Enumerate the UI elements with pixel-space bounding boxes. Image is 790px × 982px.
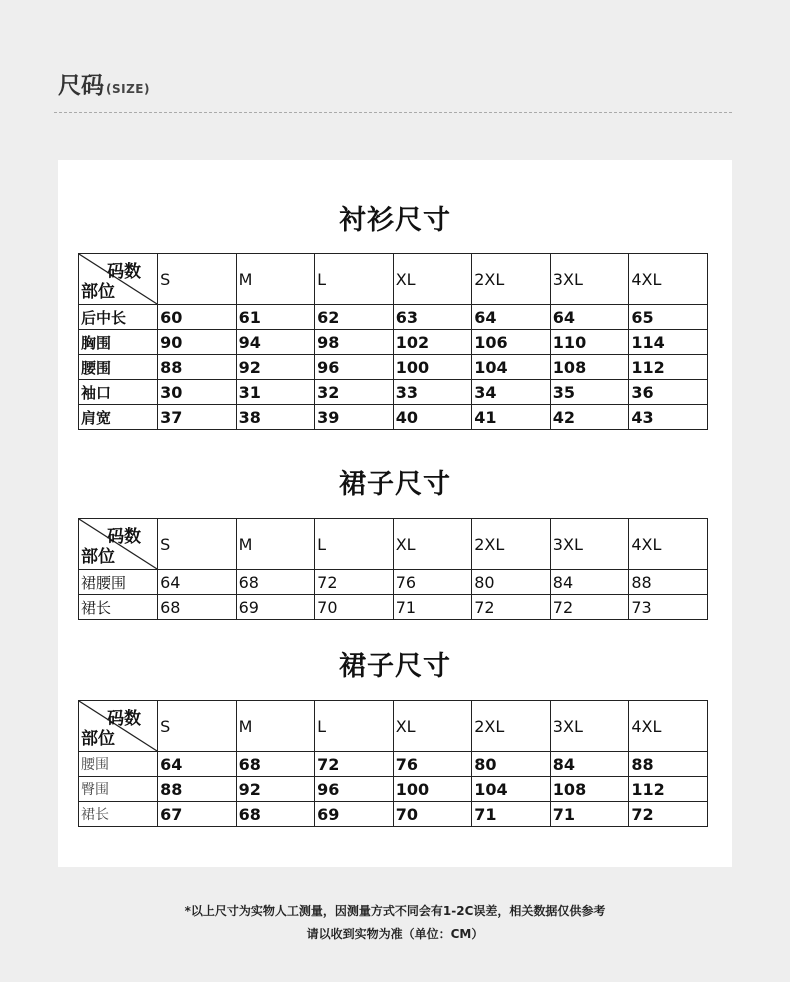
measurement-value: 90 [158, 330, 237, 355]
measurement-label: 腰围 [79, 752, 158, 777]
measurement-value: 112 [629, 777, 708, 802]
measurement-value: 34 [472, 380, 551, 405]
measurement-label: 裙长 [79, 595, 158, 620]
size-header-cell: 3XL [550, 519, 629, 570]
table-row [79, 330, 708, 355]
skirt-size-title-2: 裙子尺寸 [339, 651, 451, 682]
size-header-cell: 2XL [472, 701, 551, 752]
measurement-value: 43 [629, 405, 708, 430]
measurement-value: 114 [629, 330, 708, 355]
measurement-value: 76 [393, 570, 472, 595]
size-header-cell: 4XL [629, 254, 708, 305]
size-header-cell: 4XL [629, 519, 708, 570]
measurement-value: 96 [315, 355, 394, 380]
size-header-cell: S [158, 701, 237, 752]
table-row [79, 752, 708, 777]
table-row [79, 595, 708, 620]
table-row [79, 405, 708, 430]
measurement-value: 108 [550, 777, 629, 802]
measurement-value: 70 [315, 595, 394, 620]
size-header-cell: S [158, 254, 237, 305]
measurement-value: 92 [236, 355, 315, 380]
table-header-row [79, 701, 708, 752]
table-row [79, 355, 708, 380]
corner-header-cell [79, 701, 158, 752]
measurement-value: 100 [393, 777, 472, 802]
measurement-value: 70 [393, 802, 472, 827]
measurement-value: 80 [472, 752, 551, 777]
measurement-value: 100 [393, 355, 472, 380]
measurement-label: 胸围 [79, 330, 158, 355]
measurement-value: 62 [315, 305, 394, 330]
measurement-value: 41 [472, 405, 551, 430]
measurement-value: 72 [315, 570, 394, 595]
footnote-line-2: 请以收到实物为准（单位：CM） [306, 927, 484, 941]
measurement-value: 31 [236, 380, 315, 405]
measurement-value: 69 [315, 802, 394, 827]
measurement-value: 88 [158, 355, 237, 380]
measurement-value: 71 [550, 802, 629, 827]
measurement-value: 35 [550, 380, 629, 405]
size-header-cell: L [315, 254, 394, 305]
measurement-label: 臀围 [79, 777, 158, 802]
measurement-value: 110 [550, 330, 629, 355]
size-header-cell: 3XL [550, 254, 629, 305]
measurement-value: 64 [158, 570, 237, 595]
measurement-value: 71 [472, 802, 551, 827]
measurement-value: 63 [393, 305, 472, 330]
measurement-value: 68 [158, 595, 237, 620]
measurement-value: 38 [236, 405, 315, 430]
table-row [79, 305, 708, 330]
measurement-value: 68 [236, 752, 315, 777]
table-row [79, 380, 708, 405]
measurement-value: 60 [158, 305, 237, 330]
measurement-label: 裙腰围 [79, 570, 158, 595]
size-header-cell: L [315, 701, 394, 752]
corner-part-label: 部位 [81, 282, 115, 302]
measurement-value: 32 [315, 380, 394, 405]
corner-part-label: 部位 [81, 547, 115, 567]
size-header-cell: L [315, 519, 394, 570]
skirt-size-title: 裙子尺寸 [339, 469, 451, 500]
measurement-value: 39 [315, 405, 394, 430]
measurement-label: 肩宽 [79, 405, 158, 430]
section-title: 尺码 [58, 73, 104, 99]
footnote-line-1: *以上尺寸为实物人工测量，因测量方式不同会有1-2C误差，相关数据仅供参考 [184, 904, 606, 918]
measurement-value: 65 [629, 305, 708, 330]
measurement-value: 71 [393, 595, 472, 620]
dashed-divider [54, 112, 732, 113]
table-row [79, 570, 708, 595]
measurement-value: 106 [472, 330, 551, 355]
measurement-value: 76 [393, 752, 472, 777]
measurement-value: 40 [393, 405, 472, 430]
size-header-cell: M [236, 254, 315, 305]
measurement-value: 30 [158, 380, 237, 405]
measurement-value: 88 [629, 752, 708, 777]
measurement-value: 92 [236, 777, 315, 802]
measurement-value: 61 [236, 305, 315, 330]
size-header-cell: S [158, 519, 237, 570]
measurement-value: 84 [550, 570, 629, 595]
measurement-value: 69 [236, 595, 315, 620]
measurement-value: 84 [550, 752, 629, 777]
measurement-value: 64 [550, 305, 629, 330]
measurement-value: 94 [236, 330, 315, 355]
measurement-label: 后中长 [79, 305, 158, 330]
measurement-value: 104 [472, 355, 551, 380]
measurement-value: 88 [629, 570, 708, 595]
section-header [58, 64, 150, 98]
measurement-value: 68 [236, 802, 315, 827]
measurement-value: 42 [550, 405, 629, 430]
table-row [79, 802, 708, 827]
measurement-value: 37 [158, 405, 237, 430]
measurement-value: 102 [393, 330, 472, 355]
measurement-value: 112 [629, 355, 708, 380]
measurement-value: 104 [472, 777, 551, 802]
corner-size-label: 码数 [107, 709, 142, 729]
measurement-value: 64 [158, 752, 237, 777]
measurement-value: 64 [472, 305, 551, 330]
measurement-value: 108 [550, 355, 629, 380]
corner-header-cell [79, 519, 158, 570]
measurement-value: 80 [472, 570, 551, 595]
skirt-size-table [78, 518, 708, 620]
size-header-cell: XL [393, 701, 472, 752]
measurement-value: 88 [158, 777, 237, 802]
corner-size-label: 码数 [107, 527, 142, 547]
measurement-value: 72 [315, 752, 394, 777]
measurement-value: 36 [629, 380, 708, 405]
table-header-row [79, 519, 708, 570]
size-header-cell: M [236, 519, 315, 570]
size-header-cell: 2XL [472, 519, 551, 570]
table-row [79, 777, 708, 802]
size-header-cell: M [236, 701, 315, 752]
shirt-size-table [78, 253, 708, 430]
corner-part-label: 部位 [81, 729, 115, 749]
measurement-label: 袖口 [79, 380, 158, 405]
measurement-value: 96 [315, 777, 394, 802]
size-header-cell: 3XL [550, 701, 629, 752]
size-header-cell: XL [393, 254, 472, 305]
measurement-value: 98 [315, 330, 394, 355]
skirt-size-table-2 [78, 700, 708, 827]
size-header-cell: 4XL [629, 701, 708, 752]
corner-size-label: 码数 [107, 262, 142, 282]
measurement-value: 73 [629, 595, 708, 620]
measurement-value: 72 [550, 595, 629, 620]
measurement-label: 裙长 [79, 802, 158, 827]
table-header-row [79, 254, 708, 305]
section-subtitle: (SIZE) [106, 82, 150, 96]
measurement-value: 72 [472, 595, 551, 620]
size-header-cell: XL [393, 519, 472, 570]
measurement-value: 67 [158, 802, 237, 827]
corner-header-cell [79, 254, 158, 305]
shirt-size-title: 衬衫尺寸 [339, 205, 451, 236]
measurement-label: 腰围 [79, 355, 158, 380]
size-header-cell: 2XL [472, 254, 551, 305]
measurement-value: 72 [629, 802, 708, 827]
measurement-value: 33 [393, 380, 472, 405]
measurement-value: 68 [236, 570, 315, 595]
